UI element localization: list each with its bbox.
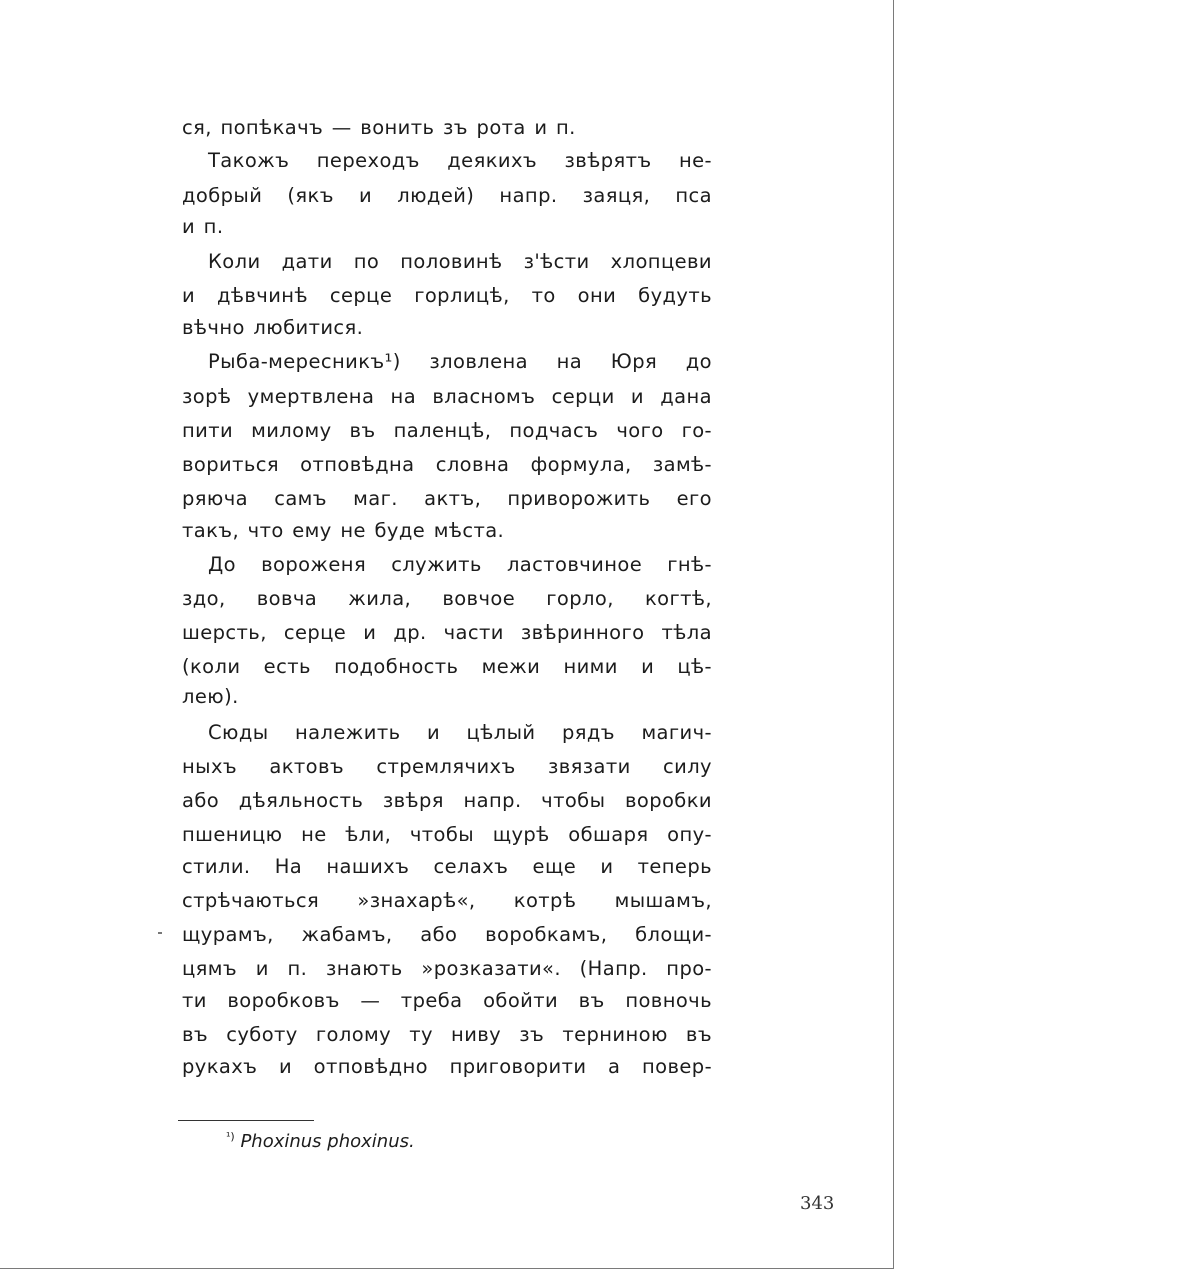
text-line-8: Рыба-мересникъ¹) зловлена на Юря до <box>208 350 712 373</box>
text-line-10: пити милому въ паленцѣ, подчасъ чого го- <box>182 419 712 442</box>
text-line-15: здо, вовча жила, вовчое горло, когтѣ, <box>182 587 712 610</box>
page-number: 343 <box>800 1193 835 1214</box>
text-line-7: вѣчно любитися. <box>182 316 364 339</box>
text-line-23: стили. На нашихъ селахъ еще и теперь <box>182 855 712 878</box>
text-line-1: ся, попѣкачъ — вонить зъ рота и п. <box>182 116 576 139</box>
text-line-25: щурамъ, жабамъ, або воробкамъ, блощи- <box>182 923 712 946</box>
text-line-11: вориться отповѣдна словна формула, замѣ- <box>182 453 712 476</box>
scan-speck <box>158 932 162 934</box>
text-line-12: ряюча самъ маг. актъ, приворожить его <box>182 487 712 510</box>
text-line-13: такъ, что ему не буде мѣста. <box>182 519 505 542</box>
footnote-divider <box>178 1120 314 1121</box>
footnote <box>226 1130 415 1152</box>
text-line-28: въ суботу голому ту ниву зъ терниною въ <box>182 1023 712 1046</box>
text-line-19: Сюды належить и цѣлый рядъ магич- <box>208 721 712 744</box>
text-line-20: ныхъ актовъ стремлячихъ звязати силу <box>182 755 712 778</box>
text-line-18: лею). <box>182 685 239 708</box>
text-line-2: Такожъ переходъ деякихъ звѣрятъ не- <box>208 149 712 172</box>
text-line-26: цямъ и п. знають »розказати«. (Напр. про- <box>182 957 712 980</box>
text-line-14: До вороженя служить ластовчиное гнѣ- <box>208 553 712 576</box>
text-line-6: и дѣвчинѣ серце горлицѣ, то они будуть <box>182 284 712 307</box>
text-line-9: зорѣ умертвлена на власномъ серци и дана <box>182 385 712 408</box>
text-line-29: рукахъ и отповѣдно приговорити а повер- <box>182 1055 712 1078</box>
text-line-16: шерсть, серце и др. части звѣринного тѣла <box>182 621 712 644</box>
text-line-22: пшеницю не ѣли, чтобы щурѣ обшаря опу- <box>182 823 712 846</box>
text-line-27: ти воробковъ — треба обойти въ повночь <box>182 989 712 1012</box>
text-line-5: Коли дати по половинѣ з'ѣсти хлопцеви <box>208 250 712 273</box>
text-line-21: або дѣяльность звѣря напр. чтобы воробки <box>182 789 712 812</box>
footnote-text: Phoxinus phoxinus. <box>240 1131 415 1152</box>
footnote-marker: ¹) <box>226 1130 235 1143</box>
text-line-24: стрѣчаються »знахарѣ«, котрѣ мышамъ, <box>182 889 712 912</box>
text-line-17: (коли есть подобность межи ними и цѣ- <box>182 655 712 678</box>
text-line-3: добрый (якъ и людей) напр. заяця, пса <box>182 184 712 207</box>
text-line-4: и п. <box>182 215 224 238</box>
